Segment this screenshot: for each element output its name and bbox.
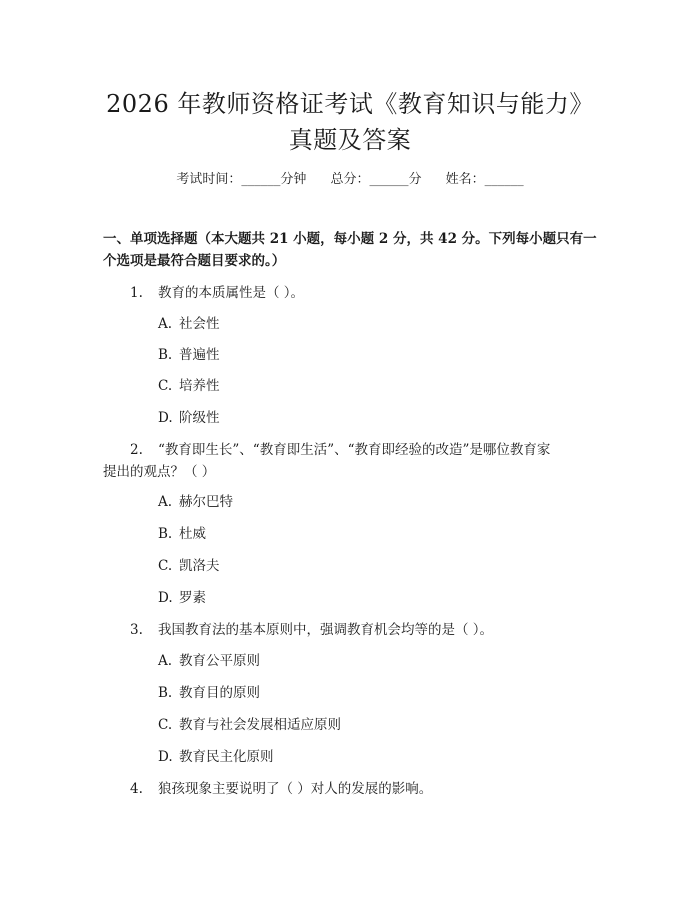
- option-letter: B.: [158, 526, 173, 542]
- option-letter: B.: [158, 685, 173, 701]
- option-1b: [158, 345, 220, 365]
- option-1a: [158, 314, 220, 334]
- option-text: 教育民主化原则: [179, 749, 274, 765]
- option-letter: C.: [158, 378, 173, 394]
- question-text: 狼孩现象主要说明了（ ）对人的发展的影响。: [158, 781, 433, 797]
- option-1c: [158, 376, 220, 396]
- name-field: 姓名：______: [445, 172, 524, 187]
- option-text: 普遍性: [179, 347, 220, 363]
- question-text-line1: [103, 439, 608, 461]
- option-text: 凯洛夫: [179, 558, 220, 574]
- exam-title-line1: 2026 年教师资格证考试《教育知识与能力》: [106, 90, 594, 118]
- option-text: 社会性: [179, 316, 220, 332]
- option-letter: D.: [158, 410, 173, 426]
- option-text: 培养性: [179, 378, 220, 394]
- option-letter: B.: [158, 347, 173, 363]
- question-text: “教育即生长”、“教育即生活”、“教育即经验的改造”是哪位教育家: [158, 442, 551, 458]
- question-number: 3.: [130, 622, 143, 638]
- question-2: [103, 439, 608, 483]
- question-4: [130, 778, 600, 800]
- option-letter: A.: [158, 316, 173, 332]
- option-letter: D.: [158, 749, 173, 765]
- option-2c: [158, 556, 220, 576]
- question-text: 教育的本质属性是（ ）。: [158, 285, 305, 301]
- option-2d: [158, 588, 206, 608]
- option-1d: [158, 408, 220, 428]
- option-letter: D.: [158, 590, 173, 606]
- question-1: [130, 282, 600, 304]
- option-text: 教育与社会发展相适应原则: [179, 717, 341, 733]
- question-number: 4.: [130, 781, 143, 797]
- option-2a: [158, 492, 233, 512]
- option-3c: [158, 715, 341, 735]
- question-text-line2: 提出的观点？（ ）: [103, 464, 216, 480]
- option-letter: A.: [158, 653, 173, 669]
- option-text: 赫尔巴特: [179, 494, 233, 510]
- option-text: 阶级性: [179, 410, 220, 426]
- total-score-field: 总分：______分: [330, 172, 422, 187]
- option-text: 教育目的原则: [179, 685, 260, 701]
- option-2b: [158, 524, 206, 544]
- option-letter: A.: [158, 494, 173, 510]
- option-letter: C.: [158, 717, 173, 733]
- question-text: 我国教育法的基本原则中，强调教育机会均等的是（ ）。: [158, 622, 494, 638]
- question-3: [130, 619, 600, 641]
- option-text: 教育公平原则: [179, 653, 260, 669]
- question-number: 2.: [130, 442, 143, 458]
- exam-meta: [0, 168, 700, 187]
- section-heading: 一、单项选择题（本大题共 21 小题，每小题 2 分，共 42 分。下列每小题只有一个选项是最符合题目要求的。）: [103, 231, 597, 269]
- option-3b: [158, 683, 260, 703]
- option-text: 罗素: [179, 590, 206, 606]
- exam-time-field: 考试时间：______分钟: [176, 172, 307, 187]
- option-text: 杜威: [179, 526, 206, 542]
- exam-title-line2: 真题及答案: [288, 126, 412, 154]
- option-3a: [158, 651, 260, 671]
- question-number: 1.: [130, 285, 143, 301]
- option-3d: [158, 747, 274, 767]
- option-letter: C.: [158, 558, 173, 574]
